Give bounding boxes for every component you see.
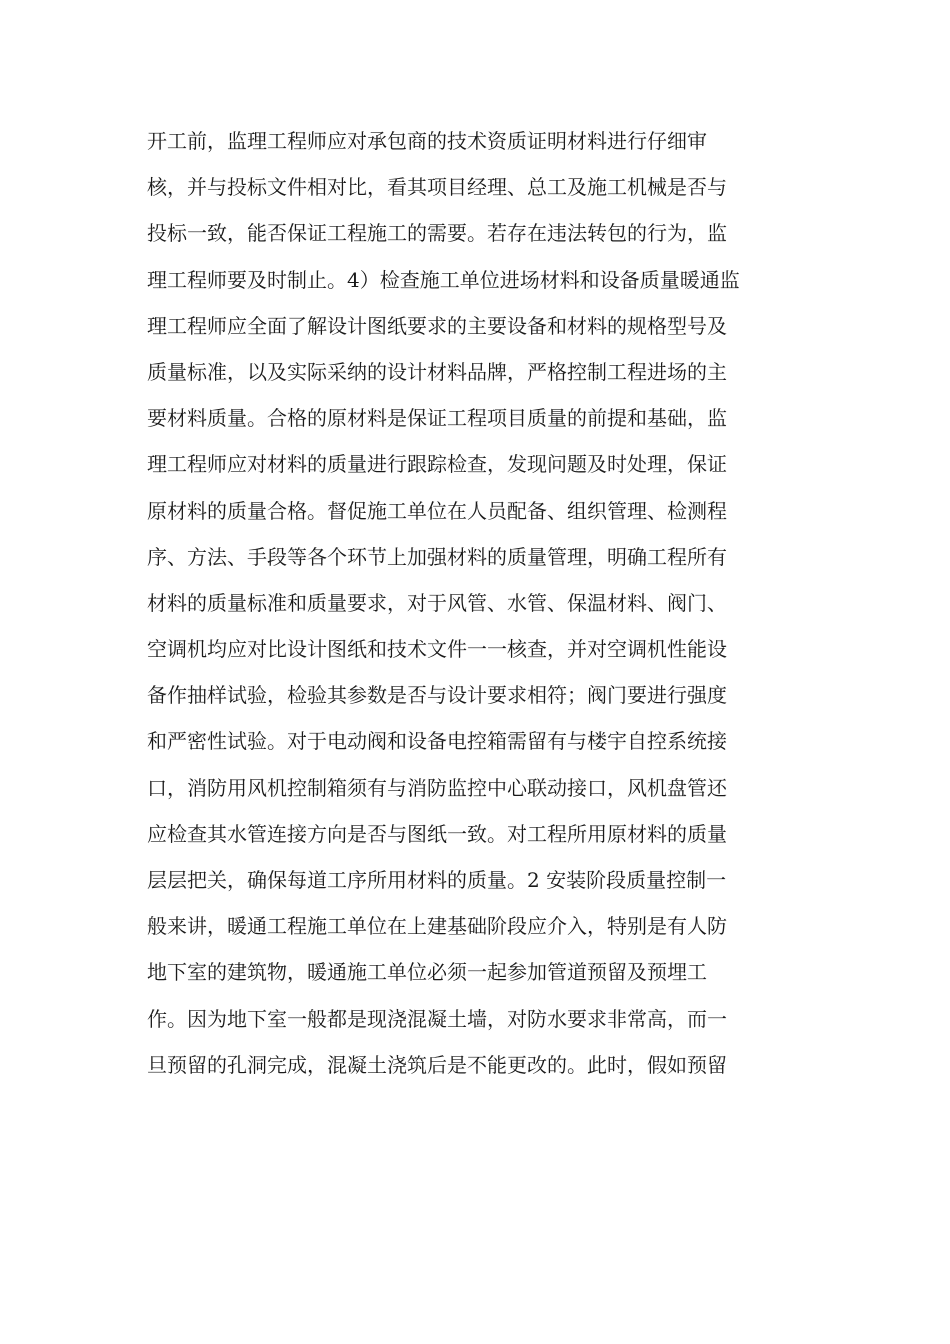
text-line: 原材料的质量合格。督促施工单位在人员配备、组织管理、检测程 bbox=[147, 498, 727, 523]
text-line: 和严密性试验。对于电动阀和设备电控箱需留有与楼宇自控系统接 bbox=[147, 729, 727, 754]
text-line: 般来讲，暖通工程施工单位在上建基础阶段应介入，特别是有人防 bbox=[147, 914, 727, 939]
text-line: 旦预留的孔洞完成，混凝土浇筑后是不能更改的。此时，假如预留 bbox=[147, 1052, 727, 1077]
text-line: 口，消防用风机控制箱须有与消防监控中心联动接口，风机盘管还 bbox=[147, 775, 727, 800]
text-line: 投标一致，能否保证工程施工的需要。若存在违法转包的行为，监 bbox=[147, 221, 727, 246]
text-line: 质量标准，以及实际采纳的设计材料品牌，严格控制工程进场的主 bbox=[147, 359, 727, 384]
text-line: 序、方法、手段等各个环节上加强材料的质量管理，明确工程所有 bbox=[147, 544, 727, 569]
text-line: 材料的质量标准和质量要求，对于风管、水管、保温材料、阀门、 bbox=[147, 590, 727, 615]
text-line: 应检查其水管连接方向是否与图纸一致。对工程所用原材料的质量 bbox=[147, 821, 727, 846]
text-line: 理工程师要及时制止。4）检查施工单位进场材料和设备质量暖通监 bbox=[147, 267, 740, 292]
text-line: 地下室的建筑物，暖通施工单位必须一起参加管道预留及预埋工 bbox=[147, 960, 707, 985]
text-line: 备作抽样试验，检验其参数是否与设计要求相符；阀门要进行强度 bbox=[147, 683, 727, 708]
text-line: 空调机均应对比设计图纸和技术文件一一核查，并对空调机性能设 bbox=[147, 637, 727, 662]
text-line: 作。因为地下室一般都是现浇混凝土墙，对防水要求非常高，而一 bbox=[147, 1006, 727, 1031]
text-line: 理工程师应对材料的质量进行跟踪检查，发现问题及时处理，保证 bbox=[147, 452, 727, 477]
text-line: 层层把关，确保每道工序所用材料的质量。2 安装阶段质量控制一 bbox=[147, 868, 727, 892]
text-line: 开工前，监理工程师应对承包商的技术资质证明材料进行仔细审 bbox=[147, 129, 707, 153]
text-line: 要材料质量。合格的原材料是保证工程项目质量的前提和基础，监 bbox=[147, 406, 727, 431]
text-line: 核，并与投标文件相对比，看其项目经理、总工及施工机械是否与 bbox=[147, 175, 727, 200]
text-line: 理工程师应全面了解设计图纸要求的主要设备和材料的规格型号及 bbox=[147, 313, 727, 338]
body-text bbox=[147, 118, 807, 1088]
